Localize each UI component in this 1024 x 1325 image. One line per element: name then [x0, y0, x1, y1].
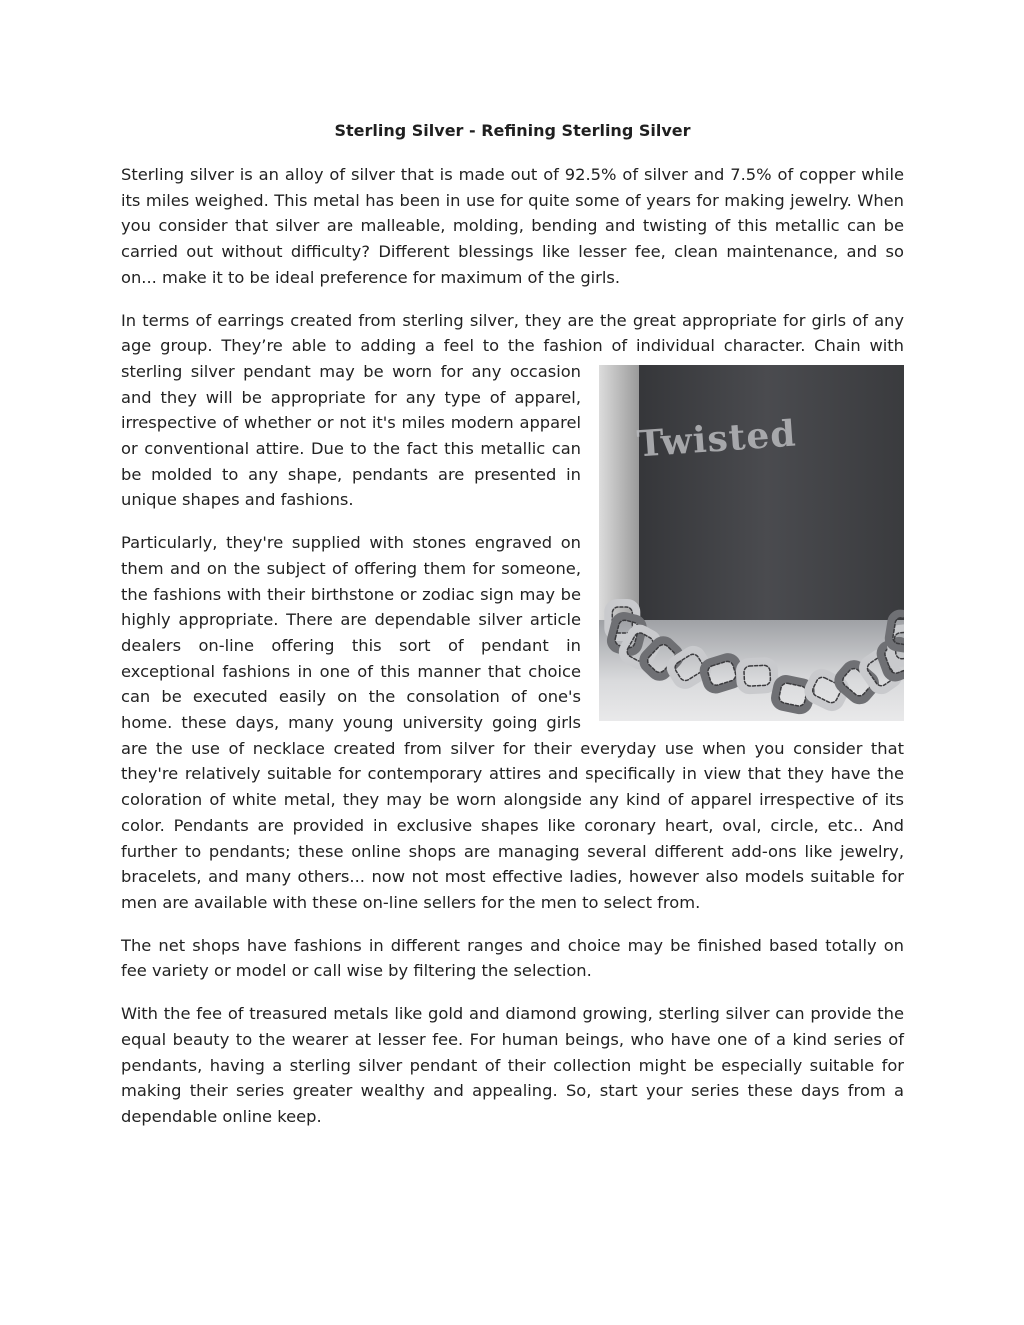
paragraph-2 — [121, 308, 904, 514]
paragraph-4: The net shops have fashions in different ranges and choice may be finished based totally on fee variety or model or call wise by filtering the selection. — [121, 935, 904, 981]
chain-bracelet-icon — [599, 365, 904, 721]
paragraph-5: With the fee of treasured metals like gold and diamond growing, sterling silver can provide the equal beauty to the wearer at lesser fee. For human beings, who have one of a kind series of pendants, having a sterling silver pendant of their collection might be especially suitable for making their series greater wealthy and appealing. So, start your series these days from a dependable online keep. — [121, 1004, 904, 1126]
bracelet-photo — [599, 365, 904, 721]
document-title: Sterling Silver - Refining Sterling Silver — [334, 121, 691, 140]
paragraph-1: Sterling silver is an alloy of silver that is made out of 92.5% of silver and 7.5% of copper while its miles weighed. This metal has been in use for quite some of years for making jewelry. When you consider that silver are malleable, molding, bending and twisting of this metallic can be carried out without difficulty? Different blessings like lesser fee, clean maintenance, and so on... make it to be ideal preference for maximum of the girls. — [121, 165, 904, 287]
paragraph-2-text-end: Chain with sterling silver pendant may be worn for any occasion and they will be appropriate for any type of apparel, irrespective of whether or not it's miles modern apparel or conventional attire. Due to the fact this metallic can be molded to any shape, pendants are presented in unique shapes and fashions. — [121, 336, 905, 510]
paragraph-3: Particularly, they're supplied with stones engraved on them and on the subject of offering them for someone, the fashions with their birthstone or zodiac sign may be highly appropriate. There are dependable silver article dealers on-line offering this sort of pendant in exceptional fashions in one of this manner that choice can be executed easily on the consolation of one's home. these days, many young university going girls are the use of necklace created from silver for their everyday use when you consider that they're relatively suitable for contemporary attires and specifically in view that they have the coloration of white metal, they may be worn alongside any kind of apparel irrespective of its color. Pendants are provided in exclusive shapes like coronary heart, oval, circle, etc.. And further to pendants; these online shops are managing several different add-ons like jewelry, bracelets, and many others... now not most effective ladies, however also models suitable for men are available with these on-line sellers for the men to select from. — [121, 533, 904, 912]
brand-logo: Twisted — [635, 412, 798, 466]
paragraph-2-text-start: In terms of earrings created from sterling silver, they are the great appropriate for girls of any age group. They’re able to adding a feel to the fashion of individual character. — [121, 310, 904, 356]
document-page — [121, 118, 904, 1147]
